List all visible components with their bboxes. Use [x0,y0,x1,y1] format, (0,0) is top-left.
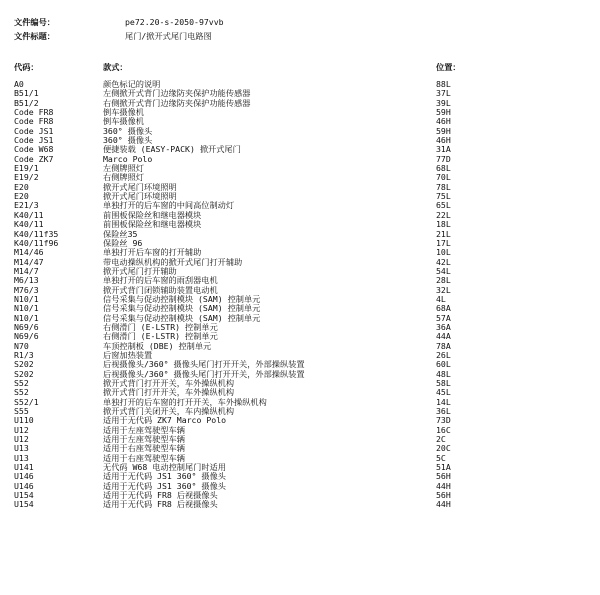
table-row [14,463,594,472]
row-name: 适用于无代码 JS1 360° 摄像头 [103,471,226,482]
row-location: 56H [436,490,451,501]
row-location: 16C [436,424,451,435]
table-row [14,416,594,425]
row-location: 44A [436,331,451,342]
row-code: S55 [14,406,29,417]
table-row [14,183,594,192]
row-location: 78A [436,340,451,351]
row-code: U141 [14,462,34,473]
row-code: Code ZK7 [14,153,54,164]
row-location: 70L [436,172,451,183]
row-location: 36A [436,321,451,332]
row-name: 适用于左座驾驶型车辆 [103,424,185,435]
row-code: S52/1 [14,396,39,407]
row-location: 10L [436,247,451,258]
table-row [14,444,594,453]
row-name: Marco Polo [103,153,153,164]
row-code: S202 [14,368,34,379]
table-row [14,230,594,239]
table-header [14,61,594,73]
row-name: 车顶控制板 (DBE) 控制单元 [103,340,212,351]
column-header-code: 代码： [14,62,39,72]
table-row [14,99,594,108]
row-name: 360° 摄像头 [103,125,153,136]
row-name: 单独打开的后车窗的打开开关，车外操纵机构 [103,396,267,407]
table-row [14,314,594,323]
column-header-location: 位置： [436,62,461,72]
row-code: Code FR8 [14,107,54,118]
row-name: 适用于无代码 FR8 后视摄像头 [103,499,218,510]
table-row [14,145,594,154]
row-name: 前围板保险丝和继电器模块 [103,209,202,220]
row-location: 32L [436,284,451,295]
row-code: U13 [14,452,29,463]
row-name: 掀开式背门关闭开关，车内操纵机构 [103,406,235,417]
row-location: 65L [436,200,451,211]
row-name: 适用于无代码 JS1 360° 摄像头 [103,480,226,491]
row-name: 左侧掀开式背门边缘防夹保护功能传感器 [103,88,251,99]
doc-number-value: pe72.20-s-2050-97vvb [125,17,224,27]
row-name: 后视摄像头/360° 摄像头尾门打开开关，外部操纵装置 [103,359,305,370]
row-code: N10/1 [14,312,39,323]
row-name: 颜色标记的说明 [103,79,161,89]
row-name: 保险丝 96 [103,237,143,248]
row-name: 掀开式尾门环境照明 [103,191,177,202]
row-location: 57A [436,312,451,323]
row-name: 单独打开的后车窗的雨刮器电机 [103,275,218,286]
row-code: N69/6 [14,321,39,332]
table-row [14,304,594,313]
row-name: 信号采集与促动控制模块 (SAM) 控制单元 [103,303,261,314]
row-location: 48L [436,368,451,379]
table-row [14,426,594,435]
row-name: 掀开式尾门打开辅助 [103,265,177,276]
row-name: 后视摄像头/360° 摄像头尾门打开开关，外部操纵装置 [103,368,305,379]
row-name: 适用于右座驾驶型车辆 [103,443,185,454]
table-row [14,258,594,267]
row-name: 右侧牌照灯 [103,172,144,183]
row-code: S202 [14,359,34,370]
row-code: U12 [14,434,29,445]
row-location: 18L [436,219,451,230]
table-row [14,323,594,332]
table-row [14,370,594,379]
row-code: M14/46 [14,247,44,258]
row-name: 掀开式尾门环境照明 [103,181,177,192]
row-code: M14/7 [14,265,39,276]
row-code: Code FR8 [14,116,54,127]
row-code: U154 [14,490,34,501]
row-code: Code JS1 [14,125,54,136]
row-name: 前围板保险丝和继电器模块 [103,219,202,230]
row-code: K40/11f96 [14,237,59,248]
doc-number-line [14,16,594,28]
row-code: E19/2 [14,172,39,183]
row-code: K40/11f35 [14,228,59,239]
row-name: 适用于左座驾驶型车辆 [103,434,185,445]
row-name: 适用于无代码 ZK7 Marco Polo [103,415,227,426]
column-header-name: 款式： [103,62,128,72]
row-location: 75L [436,191,451,202]
row-code: E19/1 [14,163,39,174]
row-location: 88L [436,79,451,89]
table-row [14,407,594,416]
row-name: 倒车摄像机 [103,107,144,118]
row-name: 360° 摄像头 [103,135,153,146]
row-location: 59H [436,107,451,118]
row-code: M76/3 [14,284,39,295]
row-location: 22L [436,209,451,220]
row-location: 2C [436,434,446,445]
row-name: 后窗加热装置 [103,349,153,360]
row-location: 21L [436,228,451,239]
row-code: U13 [14,443,29,454]
table-row [14,117,594,126]
table-row [14,379,594,388]
row-location: 17L [436,237,451,248]
table-row [14,89,594,98]
table-row [14,286,594,295]
table-row [14,276,594,285]
doc-title-value: 尾门/掀开式尾门电路图 [125,31,212,41]
table-row [14,472,594,481]
table-row [14,155,594,164]
row-code: A0 [14,79,24,89]
row-name: 单独打开后车窗的打开辅助 [103,247,202,258]
row-name: 无代码 W68 电动控制尾门时适用 [103,462,226,473]
row-location: 14L [436,396,451,407]
row-name: 右侧滑门 (E-LSTR) 控制单元 [103,331,218,342]
row-name: 信号采集与促动控制模块 (SAM) 控制单元 [103,312,261,323]
row-location: 45L [436,387,451,398]
row-code: N70 [14,340,29,351]
doc-title-line [14,30,594,42]
table-row [14,482,594,491]
table-row [14,108,594,117]
row-name: 适用于无代码 FR8 后视摄像头 [103,490,218,501]
table-row [14,500,594,509]
table-row [14,332,594,341]
row-location: 28L [436,275,451,286]
row-name: 单独打开的后车窗的中间高位制动灯 [103,200,235,211]
table-row [14,80,594,89]
table-row [14,388,594,397]
row-location: 73D [436,415,451,426]
table-row [14,201,594,210]
row-location: 46H [436,135,451,146]
row-location: 56H [436,471,451,482]
row-code: U110 [14,415,34,426]
doc-title-label: 文件标题： [14,31,55,41]
row-location: 68A [436,303,451,314]
row-code: E20 [14,181,29,192]
table-row [14,398,594,407]
table-row [14,136,594,145]
row-location: 59H [436,125,451,136]
row-location: 78L [436,181,451,192]
row-code: B51/2 [14,97,39,108]
row-code: U154 [14,499,34,510]
row-name: 左侧牌照灯 [103,163,144,174]
table-row [14,220,594,229]
row-name: 右侧掀开式背门边缘防夹保护功能传感器 [103,97,251,108]
table-row [14,267,594,276]
row-location: 26L [436,349,451,360]
row-name: 信号采集与促动控制模块 (SAM) 控制单元 [103,293,261,304]
table-row [14,435,594,444]
row-code: M14/47 [14,256,44,267]
row-code: U146 [14,480,34,491]
table-row [14,248,594,257]
row-location: 5C [436,452,446,463]
row-code: N10/1 [14,293,39,304]
table-row [14,342,594,351]
row-code: E20 [14,191,29,202]
row-code: U146 [14,471,34,482]
row-code: R1/3 [14,349,34,360]
table-row [14,127,594,136]
component-table [14,80,594,510]
row-code: N69/6 [14,331,39,342]
table-row [14,454,594,463]
row-name: 掀开式背门打开开关，车外操纵机构 [103,378,235,388]
table-row [14,173,594,182]
table-row [14,491,594,500]
row-code: N10/1 [14,303,39,314]
row-code: S52 [14,387,29,398]
row-code: M6/13 [14,275,39,286]
row-name: 右侧滑门 (E-LSTR) 控制单元 [103,321,218,332]
row-code: E21/3 [14,200,39,211]
row-location: 20C [436,443,451,454]
row-location: 58L [436,378,451,388]
row-location: 77D [436,153,451,164]
row-name: 掀开式背门闭锁辅助装置电动机 [103,284,218,295]
doc-number-label: 文件编号： [14,17,55,27]
row-code: K40/11 [14,209,44,220]
row-location: 39L [436,97,451,108]
row-code: Code W68 [14,144,54,155]
row-location: 54L [436,265,451,276]
row-name: 保险丝35 [103,228,138,239]
row-location: 36L [436,406,451,417]
row-name: 掀开式背门打开开关，车外操纵机构 [103,387,235,398]
table-row [14,295,594,304]
row-location: 68L [436,163,451,174]
row-name: 倒车摄像机 [103,116,144,127]
row-code: K40/11 [14,219,44,230]
row-location: 31A [436,144,451,155]
table-row [14,239,594,248]
table-row [14,211,594,220]
row-code: S52 [14,378,29,388]
table-row [14,164,594,173]
table-row [14,192,594,201]
row-name: 带电动操纵机构的掀开式尾门打开辅助 [103,256,243,267]
row-location: 51A [436,462,451,473]
row-location: 46H [436,116,451,127]
row-location: 4L [436,293,446,304]
row-location: 42L [436,256,451,267]
row-location: 37L [436,88,451,99]
row-code: U12 [14,424,29,435]
row-name: 便捷装载 (EASY-PACK) 掀开式尾门 [103,144,241,155]
row-code: B51/1 [14,88,39,99]
row-location: 60L [436,359,451,370]
row-location: 44H [436,499,451,510]
row-code: Code JS1 [14,135,54,146]
row-location: 44H [436,480,451,491]
row-name: 适用于右座驾驶型车辆 [103,452,185,463]
